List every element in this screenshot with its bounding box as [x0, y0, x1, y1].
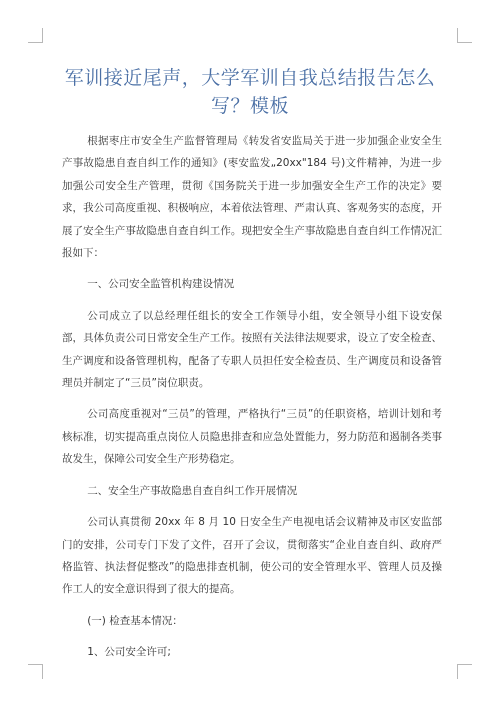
paragraph-three-staff: 公司高度重视对“三员”的管理，严格执行“三员”的任职资格，培训计划和考核标准，切实提高重点岗位人员隐患排查和应急处置能力，努力防范和遏制各类事故发生，保障公司安全生产形势稳定。 [62, 408, 442, 466]
section-heading-2: 二、安全生产事故隐患自查自纠工作开展情况 [87, 484, 298, 497]
document-title: 军训接近尾声，大学军训自我总结报告怎么写？模板 [64, 67, 436, 117]
paragraph-inspection-work: 公司认真贯彻 20xx 年 8 月 10 日安全生产电视电话会议精神及市区安监部门的安排，公司专门下发了文件，召开了会议，贯彻落实“企业自查自纠、政府严格监管、执法督促整改”的隐患排查机制，使公司的安全管理水平、管理人员及操作工人的安全意识得到了很大的提高。 [62, 516, 442, 596]
subsection-heading: (一) 检查基本情况： [87, 614, 183, 627]
paragraph-org-setup: 公司成立了以总经理任组长的安全工作领导小组，安全领导小组下设安保部，具体负责公司日常安全生产工作。按照有关法律法规要求，设立了安全检查、生产调度和设备管理机构，配备了专职人员担任安全检查员、生产调度员和设备管理员并制定了“三员”岗位职责。 [62, 309, 442, 390]
document-body [62, 130, 442, 664]
intro-paragraph: 根据枣庄市安全生产监督管理局《转发省安监局关于进一步加强企业安全生产事故隐患自查自纠工作的通知》(枣安监发„20xx"184 号)文件精神，为进一步加强公司安全生产管理，贯彻《国务院关于进一步加强安全生产工作的决定》要求，我公司高度重视、积极响应，本着依法管理、严肃认真、客观务实的态度，开展了安全生产事故隐患自查自纠工作。现把安全生产事故隐患自查自纠工作情况汇报如下： [62, 135, 442, 260]
section-heading-1: 一、公司安全监管机构建设情况 [87, 278, 235, 291]
crop-mark-bottom-right [457, 664, 472, 679]
crop-mark-top-right [457, 28, 472, 43]
list-item-1: 1、公司安全许可; [87, 646, 171, 659]
crop-mark-bottom-left [28, 664, 43, 679]
crop-mark-top-left [28, 28, 43, 43]
